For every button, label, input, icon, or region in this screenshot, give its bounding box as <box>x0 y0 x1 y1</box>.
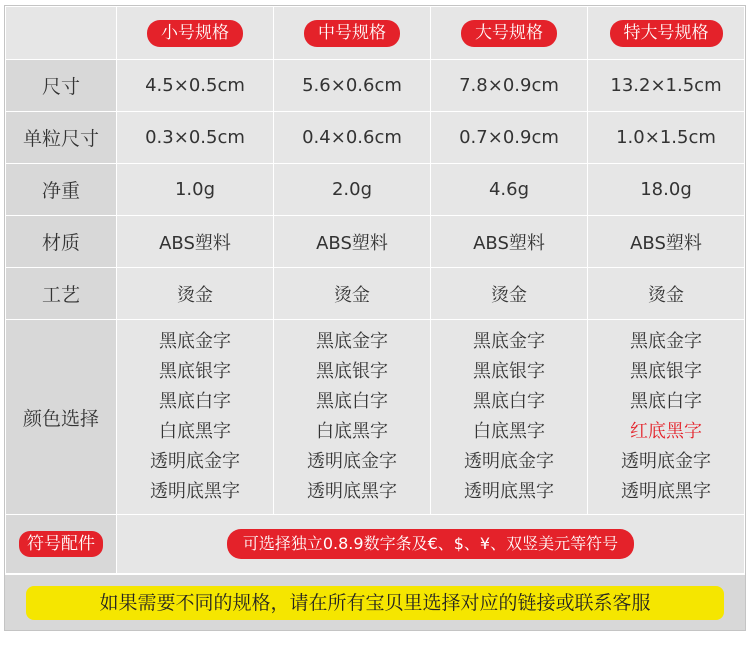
row-label-size: 尺寸 <box>6 60 117 112</box>
color-option: 白底黑字 <box>473 421 545 442</box>
cell-size-xlarge: 13.2×1.5cm <box>588 60 745 112</box>
cell-material-small: ABS塑料 <box>117 216 274 268</box>
row-label-weight: 净重 <box>6 164 117 216</box>
spec-table <box>5 6 745 574</box>
color-cell-xlarge <box>588 320 745 515</box>
cell-craft-xlarge: 烫金 <box>588 268 745 320</box>
color-list-large <box>431 327 587 507</box>
size-pill-small: 小号规格 <box>147 20 243 47</box>
header-cell-large <box>431 7 588 60</box>
cell-material-large: ABS塑料 <box>431 216 588 268</box>
color-option: 黑底金字 <box>316 331 388 352</box>
color-option: 透明底黑字 <box>150 481 240 502</box>
cell-size-large: 7.8×0.9cm <box>431 60 588 112</box>
header-cell-xlarge <box>588 7 745 60</box>
cell-weight-small: 1.0g <box>117 164 274 216</box>
header-row <box>6 7 745 60</box>
color-option: 透明底金字 <box>621 451 711 472</box>
color-list-small <box>117 327 273 507</box>
color-option: 黑底白字 <box>316 391 388 412</box>
color-option: 透明底金字 <box>464 451 554 472</box>
color-option: 透明底黑字 <box>621 481 711 502</box>
row-accessory <box>6 515 745 574</box>
row-label-material: 材质 <box>6 216 117 268</box>
cell-unit-size-large: 0.7×0.9cm <box>431 112 588 164</box>
cell-weight-large: 4.6g <box>431 164 588 216</box>
cell-material-xlarge: ABS塑料 <box>588 216 745 268</box>
cell-weight-medium: 2.0g <box>274 164 431 216</box>
cell-unit-size-small: 0.3×0.5cm <box>117 112 274 164</box>
size-pill-large: 大号规格 <box>461 20 557 47</box>
color-option: 黑底金字 <box>630 331 702 352</box>
color-option: 黑底金字 <box>473 331 545 352</box>
color-option-highlighted: 红底黑字 <box>630 421 702 442</box>
color-option: 透明底黑字 <box>464 481 554 502</box>
color-option: 黑底白字 <box>473 391 545 412</box>
accessory-tag: 符号配件 <box>19 531 103 557</box>
cell-craft-large: 烫金 <box>431 268 588 320</box>
color-option: 透明底金字 <box>150 451 240 472</box>
cell-unit-size-xlarge: 1.0×1.5cm <box>588 112 745 164</box>
color-option: 黑底银字 <box>473 361 545 382</box>
row-material <box>6 216 745 268</box>
row-size <box>6 60 745 112</box>
accessory-cell <box>117 515 745 574</box>
color-option: 黑底银字 <box>630 361 702 382</box>
notice-banner: 如果需要不同的规格，请在所有宝贝里选择对应的链接或联系客服 <box>26 586 724 620</box>
size-pill-xlarge: 特大号规格 <box>610 20 723 47</box>
row-label-unit-size: 单粒尺寸 <box>6 112 117 164</box>
row-label-craft: 工艺 <box>6 268 117 320</box>
color-option: 黑底白字 <box>159 391 231 412</box>
color-list-xlarge <box>588 327 744 507</box>
color-option: 白底黑字 <box>159 421 231 442</box>
accessory-note: 可选择独立0.8.9数字条及€、$、¥、双竖美元等符号 <box>227 529 634 559</box>
cell-craft-small: 烫金 <box>117 268 274 320</box>
size-pill-medium: 中号规格 <box>304 20 400 47</box>
color-cell-small <box>117 320 274 515</box>
cell-weight-xlarge: 18.0g <box>588 164 745 216</box>
row-unit-size <box>6 112 745 164</box>
color-list-medium <box>274 327 430 507</box>
color-cell-medium <box>274 320 431 515</box>
color-cell-large <box>431 320 588 515</box>
color-option: 黑底银字 <box>159 361 231 382</box>
cell-craft-medium: 烫金 <box>274 268 431 320</box>
row-label-colors: 颜色选择 <box>6 320 117 515</box>
color-option: 黑底白字 <box>630 391 702 412</box>
color-option: 透明底金字 <box>307 451 397 472</box>
corner-cell <box>6 7 117 60</box>
cell-unit-size-medium: 0.4×0.6cm <box>274 112 431 164</box>
color-option: 黑底金字 <box>159 331 231 352</box>
color-option: 黑底银字 <box>316 361 388 382</box>
cell-size-small: 4.5×0.5cm <box>117 60 274 112</box>
row-craft <box>6 268 745 320</box>
color-option: 透明底黑字 <box>307 481 397 502</box>
cell-material-medium: ABS塑料 <box>274 216 431 268</box>
color-option: 白底黑字 <box>316 421 388 442</box>
row-colors <box>6 320 745 515</box>
notice-strip <box>5 574 745 630</box>
accessory-label-cell <box>6 515 117 574</box>
cell-size-medium: 5.6×0.6cm <box>274 60 431 112</box>
row-weight <box>6 164 745 216</box>
spec-sheet <box>4 5 746 631</box>
header-cell-small <box>117 7 274 60</box>
header-cell-medium <box>274 7 431 60</box>
